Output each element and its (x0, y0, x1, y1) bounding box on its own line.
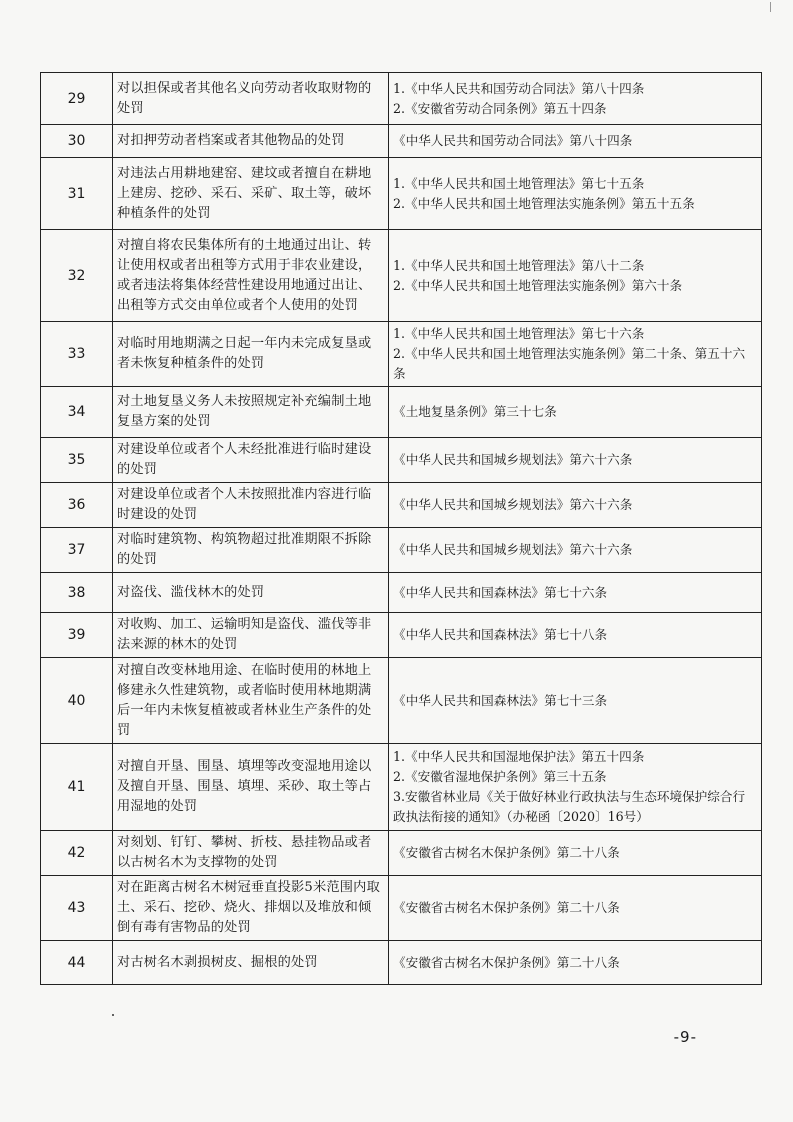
penalty-item: 对收购、加工、运输明知是盗伐、滥伐等非法来源的林木的处罚 (113, 613, 389, 658)
table-row (41, 483, 762, 528)
row-number: 42 (41, 831, 113, 876)
row-number: 43 (41, 876, 113, 941)
row-number: 39 (41, 613, 113, 658)
table-row (41, 831, 762, 876)
legal-basis (389, 744, 762, 831)
legal-basis (389, 322, 762, 387)
row-number: 31 (41, 158, 113, 230)
penalty-item: 对建设单位或者个人未按照批准内容进行临时建设的处罚 (113, 483, 389, 528)
penalty-item: 对违法占用耕地建窑、建坟或者擅自在耕地上建房、挖砂、采石、采矿、取土等，破坏种植条件的处罚 (113, 158, 389, 230)
legal-basis-line: 2.《安徽省湿地保护条例》第三十五条 (393, 769, 607, 784)
table-row (41, 613, 762, 658)
row-number: 30 (41, 125, 113, 158)
penalty-item: 对古树名木剥损树皮、掘根的处罚 (113, 941, 389, 985)
penalty-item: 对扣押劳动者档案或者其他物品的处罚 (113, 125, 389, 158)
row-number: 44 (41, 941, 113, 985)
legal-basis (389, 230, 762, 322)
row-number: 38 (41, 573, 113, 613)
legal-basis (389, 941, 762, 985)
table-row (41, 438, 762, 483)
table-row (41, 658, 762, 744)
legal-basis (389, 528, 762, 573)
legal-basis-line: 《安徽省古树名木保护条例》第二十八条 (393, 900, 620, 915)
legal-basis-line: 1.《中华人民共和国土地管理法》第七十五条 (393, 175, 645, 191)
legal-basis (389, 125, 762, 158)
row-number: 34 (41, 387, 113, 438)
legal-basis (389, 387, 762, 438)
penalty-item: 对土地复垦义务人未按照规定补充编制土地复垦方案的处罚 (113, 387, 389, 438)
row-number: 35 (41, 438, 113, 483)
legal-basis-line: 3.安徽省林业局《关于做好林业行政执法与生态环境保护综合行政执法衔接的通知》（办秘函〔2020〕16号） (393, 789, 746, 824)
table-row (41, 125, 762, 158)
legal-basis-line: 1.《中华人民共和国土地管理法》第八十二条 (393, 257, 645, 273)
legal-basis-line: 2.《安徽省劳动合同条例》第五十四条 (393, 100, 607, 116)
table-row (41, 322, 762, 387)
legal-basis-line: 《中华人民共和国森林法》第七十三条 (393, 692, 608, 708)
penalty-item: 对擅自开垦、围垦、填埋等改变湿地用途以及擅自开垦、围垦、填埋、采砂、取土等占用湿地的处罚 (113, 744, 389, 831)
penalty-item: 对盗伐、滥伐林木的处罚 (113, 573, 389, 613)
table-row (41, 744, 762, 831)
legal-basis-line: 《中华人民共和国劳动合同法》第八十四条 (393, 133, 633, 148)
penalty-item: 对建设单位或者个人未经批准进行临时建设的处罚 (113, 438, 389, 483)
legal-basis-line: 《安徽省古树名木保护条例》第二十八条 (393, 954, 620, 970)
stray-mark (112, 1014, 114, 1016)
penalty-item: 对临时用地期满之日起一年内未完成复垦或者未恢复种植条件的处罚 (113, 322, 389, 387)
table-row (41, 941, 762, 985)
page-number: -9- (673, 1028, 697, 1046)
row-number: 36 (41, 483, 113, 528)
table-row (41, 230, 762, 322)
row-number: 37 (41, 528, 113, 573)
penalty-items-table (40, 72, 762, 985)
table-row (41, 528, 762, 573)
legal-basis-line: 2.《中华人民共和国土地管理法实施条例》第六十条 (393, 277, 683, 293)
penalty-item: 对擅自将农民集体所有的土地通过出让、转让使用权或者出租等方式用于非农业建设，或者违法将集体经营性建设用地通过出让、出租等方式交由单位或者个人使用的处罚 (113, 230, 389, 322)
legal-basis (389, 831, 762, 876)
table-row (41, 158, 762, 230)
legal-basis-line: 《中华人民共和国城乡规划法》第六十六条 (393, 452, 633, 467)
row-number: 41 (41, 744, 113, 831)
row-number: 32 (41, 230, 113, 322)
table-row (41, 876, 762, 941)
legal-basis-line: 2.《中华人民共和国土地管理法实施条例》第五十五条 (393, 195, 695, 211)
legal-basis (389, 876, 762, 941)
row-number: 29 (41, 73, 113, 125)
legal-basis (389, 483, 762, 528)
penalty-item: 对刻划、钉钉、攀树、折枝、悬挂物品或者以古树名木为支撑物的处罚 (113, 831, 389, 876)
legal-basis-line: 1.《中华人民共和国土地管理法》第七十六条 (393, 326, 645, 341)
row-number: 40 (41, 658, 113, 744)
penalty-item: 对在距离古树名木树冠垂直投影5米范围内取土、采石、挖砂、烧火、排烟以及堆放和倾倒有毒有害物品的处罚 (113, 876, 389, 941)
table-row (41, 387, 762, 438)
table-body (41, 73, 762, 985)
legal-basis (389, 438, 762, 483)
legal-basis-line: 《中华人民共和国森林法》第七十八条 (393, 627, 608, 642)
legal-basis (389, 613, 762, 658)
legal-basis-line: 1.《中华人民共和国湿地保护法》第五十四条 (393, 749, 645, 764)
legal-basis-line: 1.《中华人民共和国劳动合同法》第八十四条 (393, 80, 645, 96)
legal-basis-line: 《安徽省古树名木保护条例》第二十八条 (393, 845, 620, 860)
legal-basis-line: 《土地复垦条例》第三十七条 (393, 404, 557, 419)
penalty-item: 对临时建筑物、构筑物超过批准期限不拆除的处罚 (113, 528, 389, 573)
legal-basis (389, 158, 762, 230)
legal-basis (389, 73, 762, 125)
penalty-item: 对擅自改变林地用途、在临时使用的林地上修建永久性建筑物，或者临时使用林地期满后一年内未恢复植被或者林业生产条件的处罚 (113, 658, 389, 744)
table-row (41, 573, 762, 613)
legal-basis (389, 573, 762, 613)
legal-basis-line: 2.《中华人民共和国土地管理法实施条例》第二十条、第五十六条 (393, 346, 746, 381)
legal-basis-line: 《中华人民共和国森林法》第七十六条 (393, 584, 608, 600)
legal-basis-line: 《中华人民共和国城乡规划法》第六十六条 (393, 542, 633, 557)
legal-basis (389, 658, 762, 744)
legal-basis-line: 《中华人民共和国城乡规划法》第六十六条 (393, 497, 633, 512)
penalty-item: 对以担保或者其他名义向劳动者收取财物的处罚 (113, 73, 389, 125)
corner-mark (770, 2, 775, 12)
row-number: 33 (41, 322, 113, 387)
table-row (41, 73, 762, 125)
